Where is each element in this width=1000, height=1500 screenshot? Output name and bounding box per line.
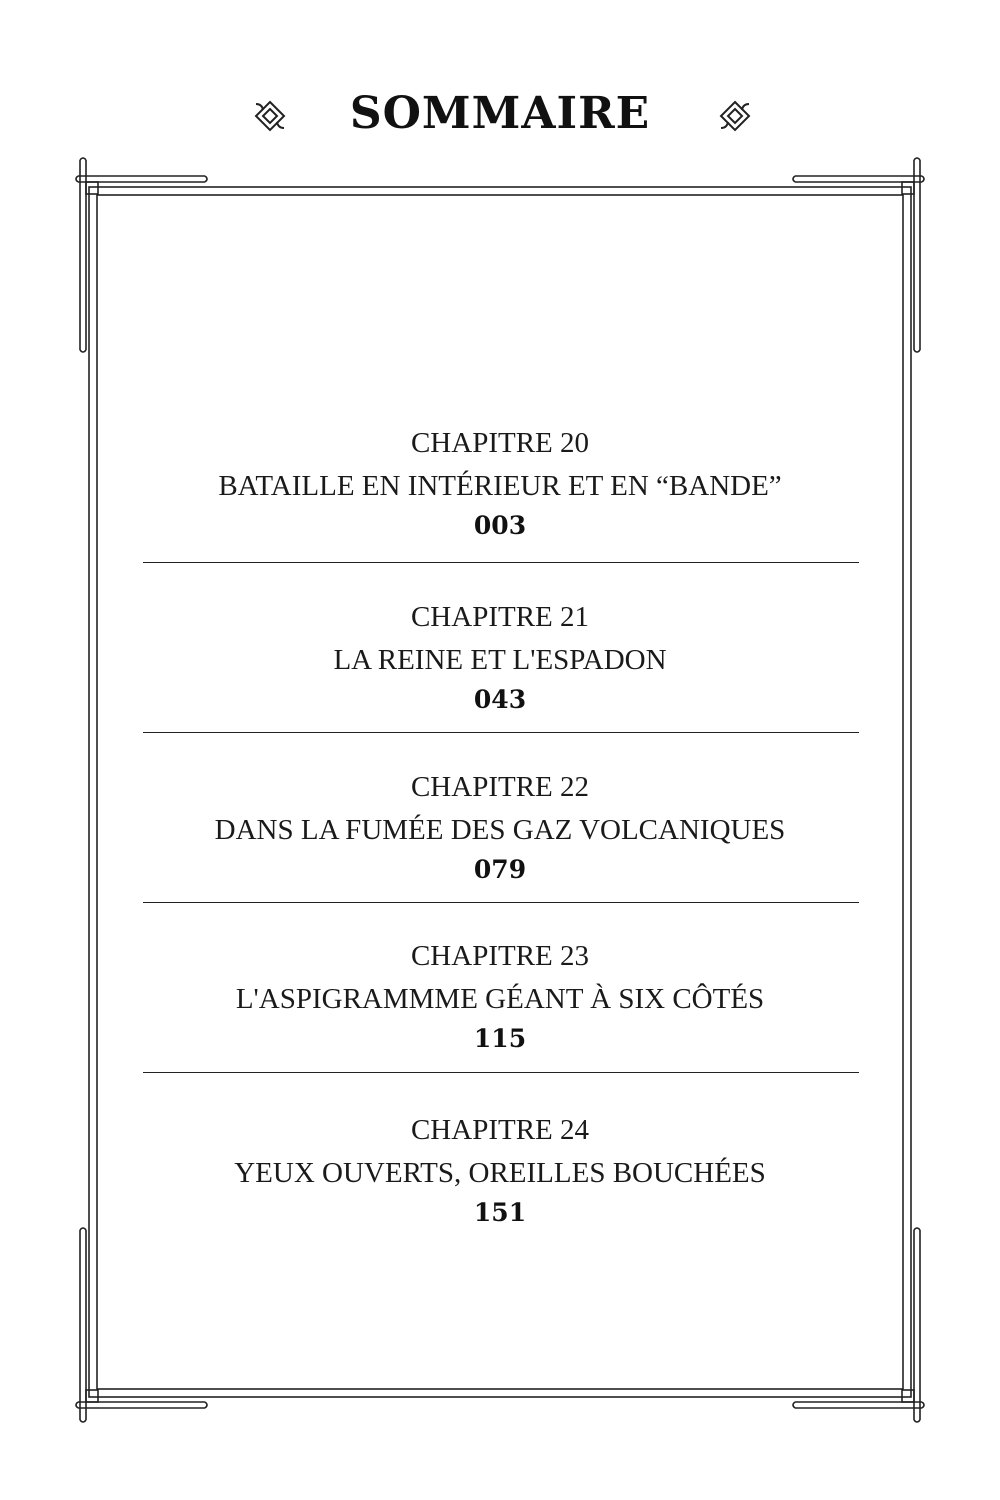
chapter-page-number: 043 <box>473 685 527 714</box>
chapter-title: L'ASPIGRAMMME GÉANT À SIX CÔTÉS <box>235 983 765 1015</box>
chapter-number: CHAPITRE 20 <box>410 427 590 459</box>
chapter-title: BATAILLE EN INTÉRIEUR ET EN “BANDE” <box>218 470 782 502</box>
chapter-title: LA REINE ET L'ESPADON <box>333 644 667 676</box>
chapter-number: CHAPITRE 24 <box>410 1114 590 1146</box>
chapter-number: CHAPITRE 22 <box>410 771 590 803</box>
chapter-divider <box>143 562 859 563</box>
chapter-divider <box>143 1072 859 1073</box>
chapter-page-number: 151 <box>473 1198 527 1227</box>
chapter-title: YEUX OUVERTS, OREILLES BOUCHÉES <box>234 1157 766 1189</box>
chapter-page-number: 079 <box>473 855 527 884</box>
chapter-page-number: 003 <box>473 511 527 540</box>
chapter-divider <box>143 902 859 903</box>
chapter-divider <box>143 732 859 733</box>
chapter-page-number: 115 <box>473 1024 527 1053</box>
chapter-number: CHAPITRE 21 <box>410 601 590 633</box>
page-title: SOMMAIRE <box>349 88 651 139</box>
chapter-number: CHAPITRE 23 <box>410 940 590 972</box>
chapter-title: DANS LA FUMÉE DES GAZ VOLCANIQUES <box>214 814 786 846</box>
